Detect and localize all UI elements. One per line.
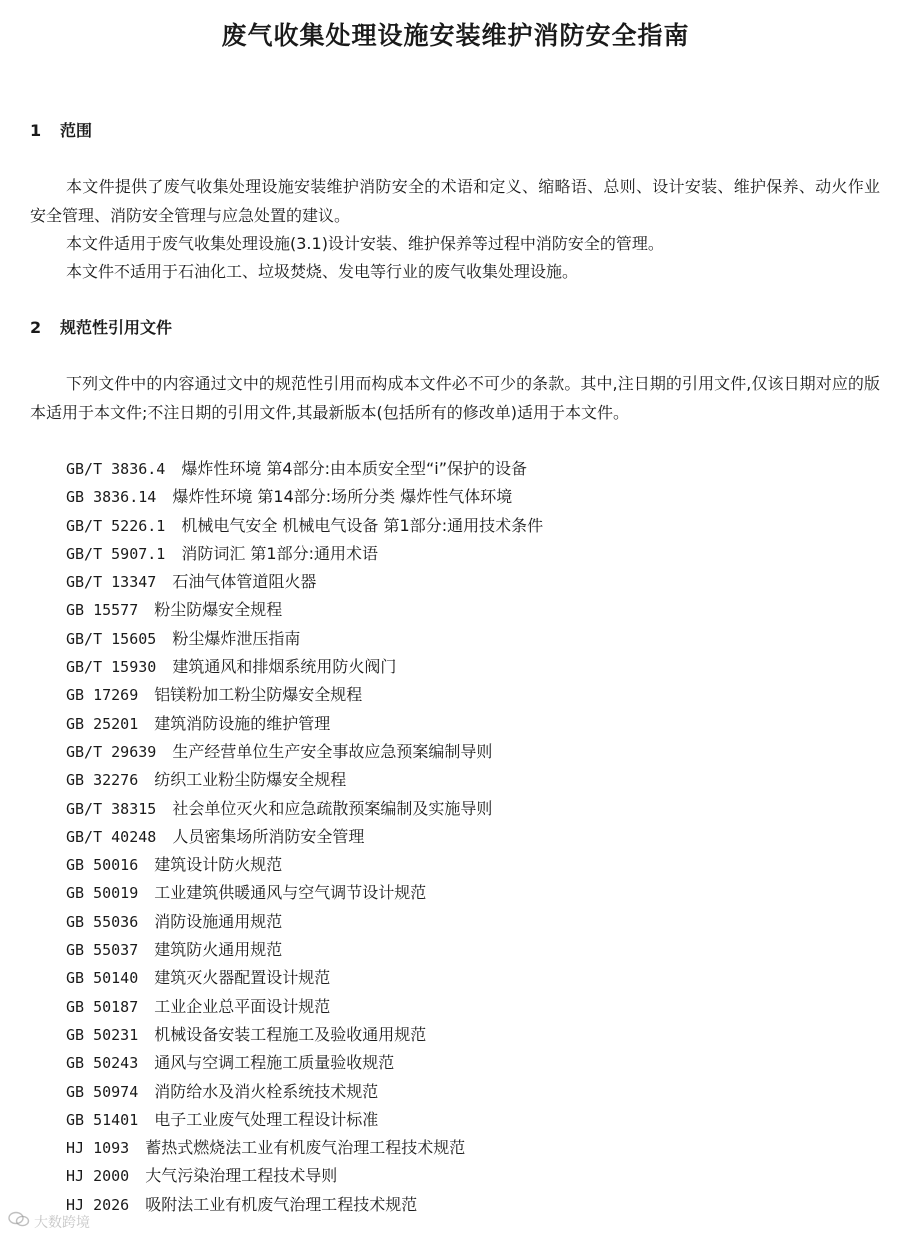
reference-code: GB/T 40248 xyxy=(66,827,157,846)
reference-item xyxy=(66,795,543,823)
reference-item xyxy=(66,993,543,1021)
reference-code: GB 3836.14 xyxy=(66,488,157,507)
reference-code: HJ 2000 xyxy=(66,1167,130,1186)
reference-title: 消防设施通用规范 xyxy=(154,911,283,931)
reference-item xyxy=(66,851,543,879)
watermark-text: 大数跨境 xyxy=(34,1215,90,1231)
section-1-paragraph-3: 本文件不适用于石油化工、垃圾焚烧、发电等行业的废气收集处理设施。 xyxy=(66,262,579,281)
reference-code: GB/T 38315 xyxy=(66,799,157,818)
reference-title: 建筑设计防火规范 xyxy=(154,855,283,875)
reference-title: 建筑通风和排烟系统用防火阀门 xyxy=(172,657,397,677)
reference-item xyxy=(66,823,543,851)
reference-title: 粉尘爆炸泄压指南 xyxy=(172,628,301,648)
reference-title: 消防词汇 第1部分:通用术语 xyxy=(181,543,379,563)
reference-code: GB 50187 xyxy=(66,997,139,1016)
reference-title: 铝镁粉加工粉尘防爆安全规程 xyxy=(154,685,363,705)
document-title: 废气收集处理设施安装维护消防安全指南 xyxy=(221,21,690,50)
reference-title: 电子工业废气处理工程设计标准 xyxy=(154,1109,379,1129)
section-1-number: 1 xyxy=(30,121,42,140)
reference-item xyxy=(66,1078,543,1106)
reference-code: GB 50140 xyxy=(66,969,139,988)
reference-item xyxy=(66,766,543,794)
reference-item xyxy=(66,596,543,624)
reference-code: GB/T 13347 xyxy=(66,573,157,592)
section-2-number: 2 xyxy=(30,318,42,337)
reference-code: GB/T 15930 xyxy=(66,658,157,677)
reference-code: GB 55037 xyxy=(66,941,139,960)
reference-title: 生产经营单位生产安全事故应急预案编制导则 xyxy=(172,741,493,761)
reference-item xyxy=(66,908,543,936)
reference-title: 工业企业总平面设计规范 xyxy=(154,996,331,1016)
reference-item xyxy=(66,625,543,653)
reference-code: GB 32276 xyxy=(66,771,139,790)
reference-item xyxy=(66,964,543,992)
reference-item xyxy=(66,1021,543,1049)
reference-code: GB 15577 xyxy=(66,601,139,620)
reference-code: GB 50231 xyxy=(66,1025,139,1044)
reference-item xyxy=(66,1134,543,1162)
reference-title: 大气污染治理工程技术导则 xyxy=(145,1166,338,1186)
reference-code: HJ 1093 xyxy=(66,1139,130,1158)
reference-title: 吸附法工业有机废气治理工程技术规范 xyxy=(145,1194,418,1214)
reference-title: 人员密集场所消防安全管理 xyxy=(172,826,365,846)
reference-item xyxy=(66,512,543,540)
reference-code: GB/T 29639 xyxy=(66,742,157,761)
reference-code: GB 17269 xyxy=(66,686,139,705)
reference-title: 建筑消防设施的维护管理 xyxy=(154,713,331,733)
reference-list xyxy=(66,455,543,1219)
wechat-logo-icon xyxy=(8,1211,30,1233)
reference-title: 爆炸性环境 第4部分:由本质安全型“i”保护的设备 xyxy=(181,459,528,478)
reference-code: GB 51401 xyxy=(66,1110,139,1129)
reference-code: GB 50019 xyxy=(66,884,139,903)
section-1-paragraph-2: 本文件适用于废气收集处理设施(3.1)设计安装、维护保养等过程中消防安全的管理。 xyxy=(66,234,664,253)
reference-item xyxy=(66,653,543,681)
reference-code: GB/T 5226.1 xyxy=(66,516,166,535)
reference-item xyxy=(66,710,543,738)
reference-code: GB 50974 xyxy=(66,1082,139,1101)
reference-item xyxy=(66,681,543,709)
reference-title: 通风与空调工程施工质量验收规范 xyxy=(154,1053,395,1073)
reference-item xyxy=(66,738,543,766)
watermark xyxy=(8,1211,90,1233)
section-2-intro: 下列文件中的内容通过文中的规范性引用而构成本文件必不可少的条款。其中,注日期的引用文件,仅该日期对应的版本适用于本文件;不注日期的引用文件,其最新版本(包括所有的修改单)适用于本文件。 xyxy=(30,374,880,422)
reference-item xyxy=(66,879,543,907)
section-1-paragraph-1: 本文件提供了废气收集处理设施安装维护消防安全的术语和定义、缩略语、总则、设计安装、维护保养、动火作业安全管理、消防安全管理与应急处置的建议。 xyxy=(30,177,880,225)
reference-item xyxy=(66,936,543,964)
reference-title: 建筑灭火器配置设计规范 xyxy=(154,968,331,988)
reference-item xyxy=(66,568,543,596)
section-1-title: 范围 xyxy=(60,121,93,140)
reference-title: 纺织工业粉尘防爆安全规程 xyxy=(154,770,347,790)
reference-item xyxy=(66,1162,543,1190)
reference-code: GB 55036 xyxy=(66,912,139,931)
reference-code: GB 50016 xyxy=(66,856,139,875)
section-2-heading xyxy=(30,316,172,340)
reference-item xyxy=(66,1049,543,1077)
reference-code: GB/T 5907.1 xyxy=(66,544,166,563)
reference-title: 粉尘防爆安全规程 xyxy=(154,600,283,620)
reference-item xyxy=(66,455,543,483)
reference-title: 机械设备安装工程施工及验收通用规范 xyxy=(154,1024,427,1044)
reference-code: GB 25201 xyxy=(66,714,139,733)
reference-code: HJ 2026 xyxy=(66,1195,130,1214)
reference-item xyxy=(66,1106,543,1134)
reference-title: 消防给水及消火栓系统技术规范 xyxy=(154,1081,379,1101)
section-2-title: 规范性引用文件 xyxy=(60,318,173,337)
reference-item xyxy=(66,1191,543,1219)
reference-item xyxy=(66,483,543,511)
reference-code: GB/T 15605 xyxy=(66,629,157,648)
reference-title: 工业建筑供暖通风与空气调节设计规范 xyxy=(154,883,427,903)
reference-title: 社会单位灭火和应急疏散预案编制及实施导则 xyxy=(172,798,493,818)
reference-code: GB/T 3836.4 xyxy=(66,460,166,478)
reference-title: 机械电气安全 机械电气设备 第1部分:通用技术条件 xyxy=(181,515,544,535)
reference-title: 蓄热式燃烧法工业有机废气治理工程技术规范 xyxy=(145,1138,466,1158)
reference-title: 石油气体管道阻火器 xyxy=(172,572,317,592)
section-1-heading xyxy=(30,119,92,143)
reference-code: GB 50243 xyxy=(66,1054,139,1073)
reference-item xyxy=(66,540,543,568)
reference-title: 建筑防火通用规范 xyxy=(154,940,283,960)
reference-title: 爆炸性环境 第14部分:场所分类 爆炸性气体环境 xyxy=(172,487,513,507)
